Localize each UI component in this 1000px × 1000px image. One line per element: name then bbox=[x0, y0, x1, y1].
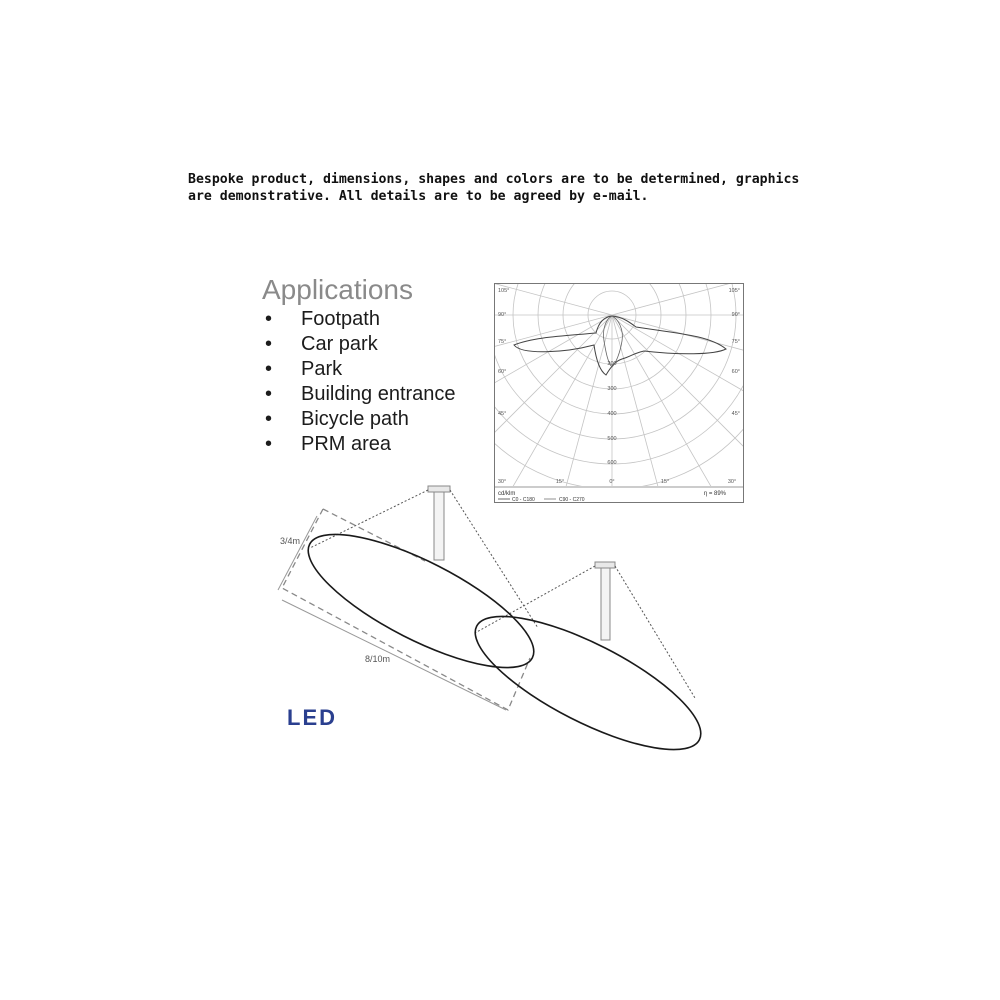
polar-light-distribution-diagram bbox=[494, 283, 744, 503]
light-pole-right bbox=[595, 562, 615, 640]
bullet-icon: • bbox=[265, 383, 273, 405]
radial-label: 200 bbox=[607, 361, 617, 367]
application-label: Footpath bbox=[301, 308, 380, 330]
application-item bbox=[262, 332, 456, 357]
application-label: PRM area bbox=[301, 433, 392, 455]
bullet-icon: • bbox=[265, 308, 273, 330]
led-logo: LED bbox=[287, 705, 337, 730]
angle-label: 0° bbox=[609, 479, 615, 485]
applications-title: Applications bbox=[262, 274, 413, 305]
angle-label: 105° bbox=[498, 288, 510, 294]
disclaimer-text: Bespoke product, dimensions, shapes and colors are to be determined, graphics are demonstrative. All details are to be agreed by e-mail. bbox=[188, 172, 800, 204]
unit-label: cd/klm bbox=[498, 491, 516, 497]
efficiency-label: η = 89% bbox=[703, 491, 726, 497]
bullet-icon: • bbox=[265, 408, 273, 430]
applications-list bbox=[262, 307, 456, 457]
light-pole-left bbox=[428, 486, 450, 560]
application-item bbox=[262, 307, 456, 332]
legend-c90: C90 - C270 bbox=[559, 497, 585, 503]
radial-label: 400 bbox=[607, 411, 617, 417]
angle-label: 90° bbox=[498, 312, 507, 318]
angle-label: 75° bbox=[731, 339, 740, 345]
angle-label: 90° bbox=[731, 312, 740, 318]
radial-label: 300 bbox=[607, 386, 617, 392]
application-item bbox=[262, 432, 456, 457]
application-label: Car park bbox=[301, 333, 378, 355]
legend-c0: C0 - C180 bbox=[512, 497, 535, 503]
angle-label: 75° bbox=[498, 339, 507, 345]
application-label: Park bbox=[301, 358, 343, 380]
angle-label: 30° bbox=[497, 479, 507, 485]
application-label: Bicycle path bbox=[301, 408, 409, 430]
illuminated-area-left bbox=[292, 510, 550, 693]
angle-label: 60° bbox=[731, 369, 740, 375]
bullet-icon: • bbox=[265, 333, 273, 355]
angle-label: 15° bbox=[660, 479, 670, 485]
width-dimension-label: 3/4m bbox=[280, 536, 301, 546]
dimension-lines bbox=[278, 516, 506, 710]
angle-label: 105° bbox=[728, 288, 740, 294]
installation-diagram bbox=[270, 478, 720, 758]
radial-label: 600 bbox=[607, 460, 617, 466]
application-item bbox=[262, 382, 456, 407]
angle-label: 45° bbox=[731, 411, 740, 417]
application-item bbox=[262, 407, 456, 432]
coverage-dashed-outline bbox=[282, 509, 530, 710]
length-dimension-label: 8/10m bbox=[365, 654, 391, 664]
angle-label: 45° bbox=[498, 411, 507, 417]
bullet-icon: • bbox=[265, 433, 273, 455]
angle-label: 15° bbox=[555, 479, 565, 485]
angle-label: 30° bbox=[727, 479, 737, 485]
radial-label: 500 bbox=[607, 436, 617, 442]
application-item bbox=[262, 357, 456, 382]
bullet-icon: • bbox=[265, 358, 273, 380]
angle-label: 60° bbox=[498, 369, 507, 375]
application-label: Building entrance bbox=[301, 383, 456, 405]
illuminated-area-right bbox=[459, 592, 717, 758]
